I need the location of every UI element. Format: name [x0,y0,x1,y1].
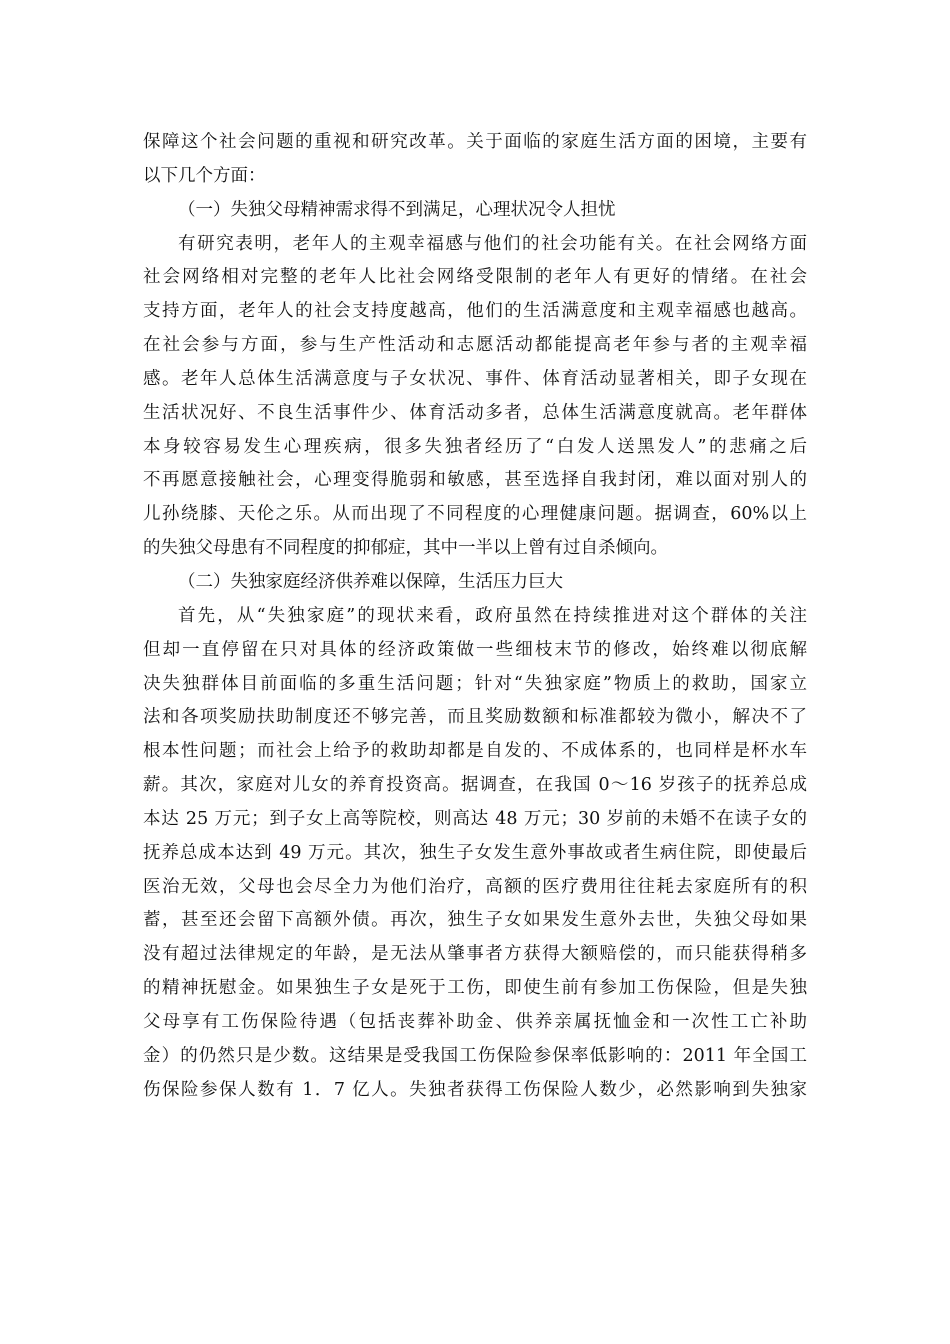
text-line: 的精神抚慰金。如果独生子女是死于工伤，即使生前有参加工伤保险，但是失独 [143,978,807,999]
text-line: 但却一直停留在只对具体的经济政策做一些细枝末节的修改，始终难以彻底解 [143,639,807,660]
text-line: 支持方面，老年人的社会支持度越高，他们的生活满意度和主观幸福感也越高。 [143,301,807,322]
text-line: 本身较容易发生心理疾病，很多失独者经历了“白发人送黑发人”的悲痛之后 [143,436,807,457]
text-line: 以下几个方面： [143,165,266,186]
text-line: 决失独群体目前面临的多重生活问题；针对“失独家庭”物质上的救助，国家立 [143,673,807,694]
text-line: 抚养总成本达到 49 万元。其次，独生子女发生意外事故或者生病住院，即使最后 [143,842,807,863]
text-line: 社会网络相对完整的老年人比社会网络受限制的老年人有更好的情绪。在社会 [143,267,807,288]
text-line: 的失独父母患有不同程度的抑郁症，其中一半以上曾有过自杀倾向。 [143,538,668,559]
text-line: 医治无效，父母也会尽全力为他们治疗，高额的医疗费用往往耗去家庭所有的积 [143,876,807,897]
paragraph-start-line: （二）失独家庭经济供养难以保障，生活压力巨大 [178,571,563,592]
text-line: 没有超过法律规定的年龄，是无法从肇事者方获得大额赔偿的，而只能获得稍多 [143,944,807,965]
text-line: 金）的仍然只是少数。这结果是受我国工伤保险参保率低影响的：2011 年全国工 [143,1045,807,1066]
text-line: 法和各项奖励扶助制度还不够完善，而且奖励数额和标准都较为微小，解决不了 [143,707,807,728]
text-line: 父母享有工伤保险待遇（包括丧葬补助金、供养亲属抚恤金和一次性工亡补助 [143,1011,807,1032]
document-body [143,126,807,1107]
paragraph-start-line: （一）失独父母精神需求得不到满足，心理状况令人担忧 [178,199,616,220]
text-line: 不再愿意接触社会，心理变得脆弱和敏感，甚至选择自我封闭，难以面对别人的 [143,470,807,491]
text-line: 伤保险参保人数有 1．7 亿人。失独者获得工伤保险人数少，必然影响到失独家 [143,1079,807,1100]
text-line: 儿孙绕膝、天伦之乐。从而出现了不同程度的心理健康问题。据调查，60%以上 [143,504,807,525]
text-line: 根本性问题；而社会上给予的救助却都是自发的、不成体系的，也同样是杯水车 [143,741,807,762]
text-line: 在社会参与方面，参与生产性活动和志愿活动都能提高老年参与者的主观幸福 [143,335,807,356]
text-line: 本达 25 万元；到子女上高等院校，则高达 48 万元；30 岁前的未婚不在读子女的 [143,808,807,829]
text-line: 生活状况好、不良生活事件少、体育活动多者，总体生活满意度就高。老年群体 [143,402,807,423]
text-line: 感。老年人总体生活满意度与子女状况、事件、体育活动显著相关，即子女现在 [143,368,807,389]
paragraph-start-line: 首先，从“失独家庭”的现状来看，政府虽然在持续推进对这个群体的关注 [178,605,807,626]
paragraph-start-line: 有研究表明，老年人的主观幸福感与他们的社会功能有关。在社会网络方面 [178,233,807,254]
text-line: 蓄，甚至还会留下高额外债。再次，独生子女如果发生意外去世，失独父母如果 [143,910,807,931]
text-line: 保障这个社会问题的重视和研究改革。关于面临的家庭生活方面的困境，主要有 [143,132,807,152]
text-line: 薪。其次，家庭对儿女的养育投资高。据调查，在我国 0～16 岁孩子的抚养总成 [143,775,807,796]
